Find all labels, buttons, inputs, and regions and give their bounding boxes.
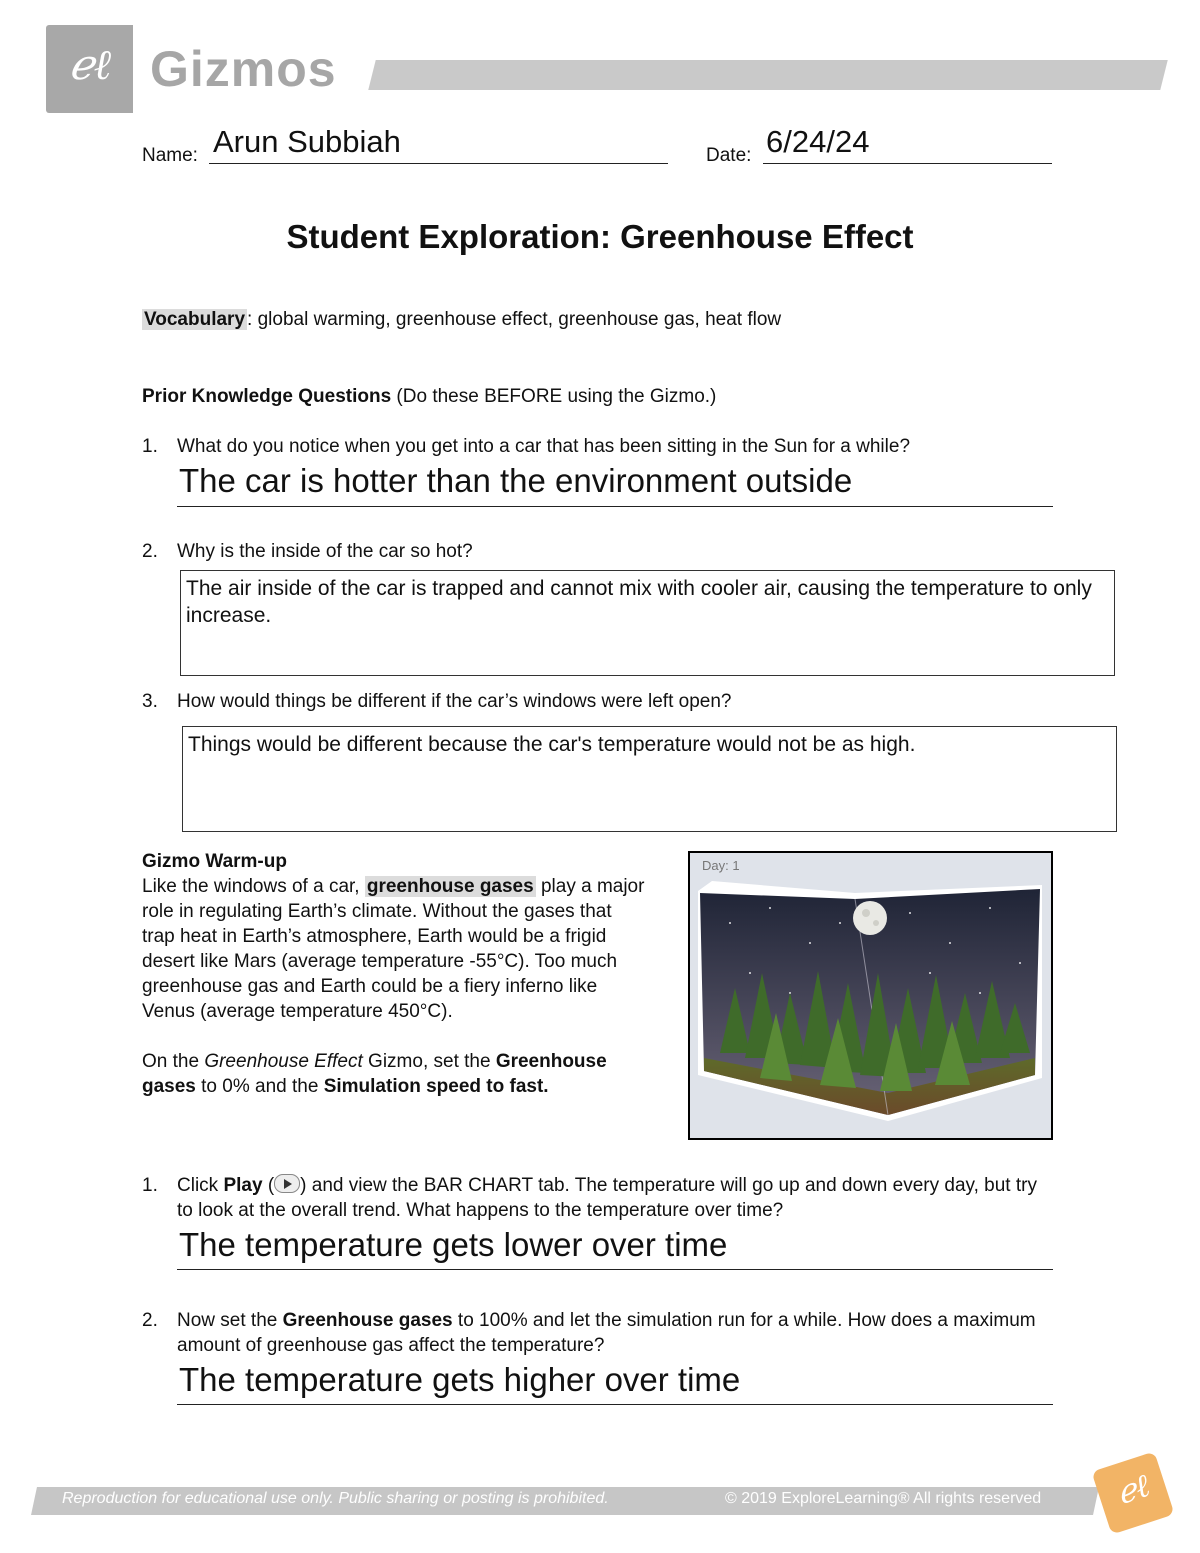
question-text: How would things be different if the car’s windows were left open? xyxy=(177,691,732,712)
header-bar xyxy=(368,60,1167,90)
name-value[interactable]: Arun Subbiah xyxy=(213,124,401,159)
question-number: 3. xyxy=(142,691,158,712)
simulation-image xyxy=(688,851,1053,1140)
prior-knowledge-heading xyxy=(142,384,716,409)
question-text xyxy=(177,1308,1057,1358)
warmup-text: On the xyxy=(142,1051,205,1072)
answer-text[interactable]: The temperature gets higher over time xyxy=(179,1361,741,1398)
footer-notice: Reproduction for educational use only. Public sharing or posting is prohibited. xyxy=(62,1490,609,1507)
answer-box[interactable]: Things would be different because the car's temperature would not be as high. xyxy=(182,726,1117,832)
question-number: 2. xyxy=(142,1310,158,1331)
answer-underline xyxy=(177,1269,1053,1270)
date-underline xyxy=(763,163,1052,164)
question-text-part: ) and view the BAR CHART tab. The temperature will go up and down every day, but try to look at the overall trend. What happens to the temperature over time? xyxy=(177,1175,1037,1221)
name-label: Name: xyxy=(142,145,198,166)
warmup-heading: Gizmo Warm-up xyxy=(142,851,287,872)
prior-heading-note: (Do these BEFORE using the Gizmo.) xyxy=(391,386,717,407)
logo-glyph: ℯℓ xyxy=(68,40,112,89)
question-number: 2. xyxy=(142,541,158,562)
setting-name: Greenhouse gases xyxy=(282,1310,453,1331)
page-title: Student Exploration: Greenhouse Effect xyxy=(286,218,914,255)
vocabulary-label: Vocabulary xyxy=(144,309,246,330)
warmup-section xyxy=(142,849,647,1099)
warmup-text: play a major role in regulating Earth’s climate. Without the gases that trap heat in Earth’s atmosphere, Earth would be a frigid desert like Mars (average temperature -55°C). Too much greenhouse gas and Earth could be a fiery inferno like Venus (average temperature 450°C). xyxy=(142,876,645,1022)
date-value[interactable]: 6/24/24 xyxy=(766,124,870,159)
answer-text[interactable]: The temperature gets lower over time xyxy=(179,1226,728,1263)
vocabulary-terms: : global warming, greenhouse effect, greenhouse gas, heat flow xyxy=(247,309,782,330)
forest-night-illustration xyxy=(690,853,1051,1138)
question-number: 1. xyxy=(142,1175,158,1196)
warmup-text: to 0% and the xyxy=(195,1076,324,1097)
question-text-part: to 100% and let the simulation run for a while. How does a maximum amount of greenhouse gas affect the temperature? xyxy=(177,1310,1036,1356)
question-text-part: Click xyxy=(177,1175,224,1196)
footer-logo-glyph: ℯℓ xyxy=(1111,1465,1155,1513)
warmup-text: Gizmo, set the xyxy=(362,1051,496,1072)
answer-box[interactable]: The air inside of the car is trapped and cannot mix with cooler air, causing the temperature to only increase. xyxy=(180,570,1115,676)
name-underline xyxy=(209,163,668,164)
footer-copyright: © 2019 ExploreLearning® All rights reserved xyxy=(725,1490,1042,1507)
play-label: Play xyxy=(223,1175,263,1196)
question-text xyxy=(177,1173,1057,1223)
vocabulary xyxy=(142,307,781,332)
question-text: What do you notice when you get into a car that has been sitting in the Sun for a while? xyxy=(177,436,911,457)
date-label: Date: xyxy=(706,145,752,166)
question-text-part: Now set the xyxy=(177,1310,283,1331)
brand-title: Gizmos xyxy=(150,41,337,97)
play-icon xyxy=(274,1174,300,1193)
gizmo-name: Greenhouse Effect xyxy=(204,1051,363,1072)
day-label: Day: 1 xyxy=(702,858,740,873)
answer-text[interactable]: The car is hotter than the environment outside xyxy=(179,462,853,499)
highlight-term: greenhouse gases xyxy=(366,876,534,897)
question-number: 1. xyxy=(142,436,158,457)
answer-underline xyxy=(177,506,1053,507)
question-text: Why is the inside of the car so hot? xyxy=(177,541,473,562)
prior-heading-bold: Prior Knowledge Questions xyxy=(142,386,392,407)
setting-name: Simulation speed to fast. xyxy=(323,1076,549,1097)
question-text-part: ( xyxy=(262,1175,275,1196)
setting-name: Greenhouse gases xyxy=(142,1051,607,1097)
answer-underline xyxy=(177,1404,1053,1405)
warmup-text: Like the windows of a car, xyxy=(142,876,365,897)
